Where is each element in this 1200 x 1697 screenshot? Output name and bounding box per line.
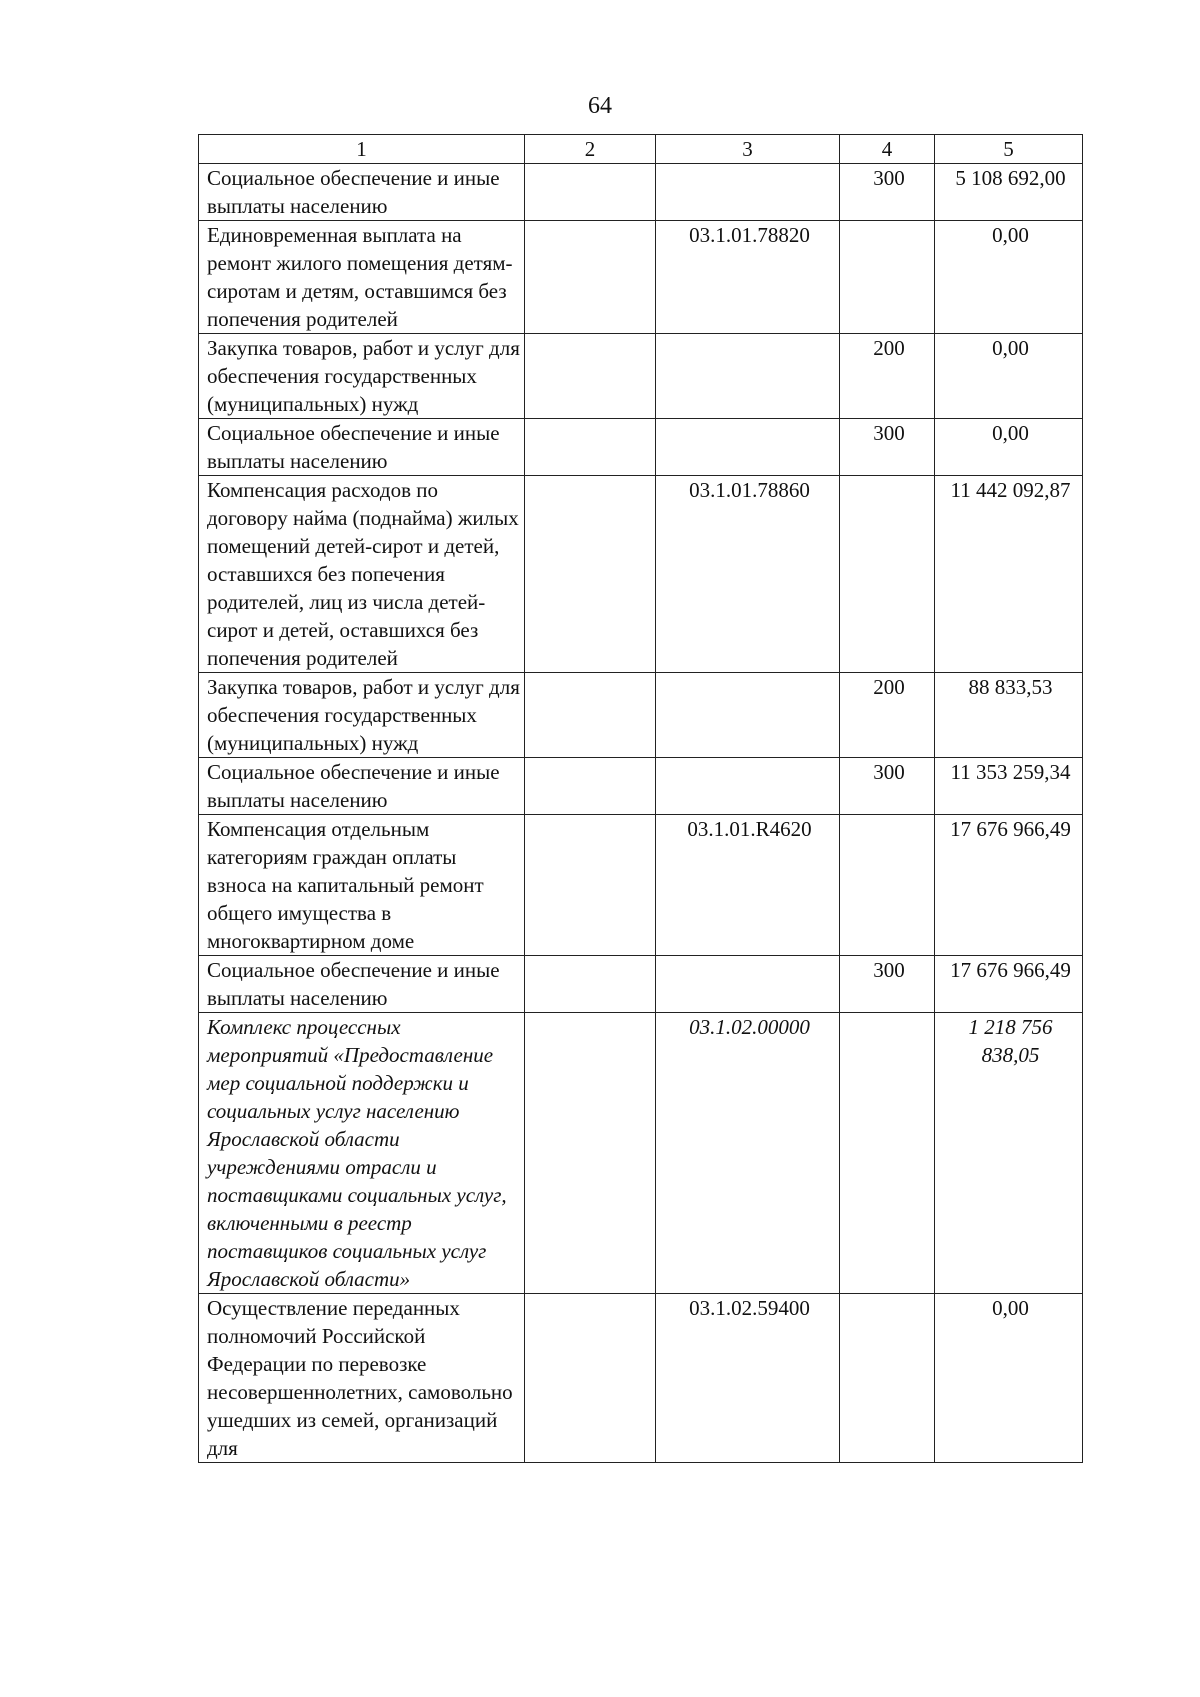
cell-type: 200 <box>840 334 935 419</box>
cell-code <box>656 164 840 221</box>
cell-amount: 88 833,53 <box>935 673 1083 758</box>
cell-amount: 17 676 966,49 <box>935 956 1083 1013</box>
table-row <box>199 334 1083 419</box>
cell-col2 <box>525 815 656 956</box>
cell-amount: 0,00 <box>935 221 1083 334</box>
cell-amount: 0,00 <box>935 419 1083 476</box>
cell-type <box>840 1294 935 1463</box>
cell-col2 <box>525 956 656 1013</box>
cell-type: 300 <box>840 164 935 221</box>
cell-name: Социальное обеспечение и иные выплаты населению <box>199 758 525 815</box>
cell-name: Комплекс процессных мероприятий «Предоставление мер социальной поддержки и социальных услуг населению Ярославской области учреждениями отрасли и поставщиками социальных услуг, включенными в реестр поставщиков социальных услуг Ярославской области» <box>199 1013 525 1294</box>
cell-col2 <box>525 758 656 815</box>
cell-code <box>656 419 840 476</box>
cell-col2 <box>525 164 656 221</box>
cell-code <box>656 956 840 1013</box>
table-row <box>199 221 1083 334</box>
cell-col2 <box>525 419 656 476</box>
cell-type <box>840 1013 935 1294</box>
cell-name: Осуществление переданных полномочий Российской Федерации по перевозке несовершеннолетних, самовольно ушедших из семей, организаций для <box>199 1294 525 1463</box>
cell-code <box>656 673 840 758</box>
header-col-4: 4 <box>840 135 935 164</box>
cell-amount: 11 353 259,34 <box>935 758 1083 815</box>
cell-code: 03.1.02.59400 <box>656 1294 840 1463</box>
cell-type: 300 <box>840 419 935 476</box>
cell-code <box>656 334 840 419</box>
cell-type <box>840 476 935 673</box>
cell-type: 300 <box>840 956 935 1013</box>
table-row <box>199 164 1083 221</box>
table-row <box>199 1013 1083 1294</box>
budget-table <box>198 134 1083 1463</box>
cell-code <box>656 758 840 815</box>
cell-col2 <box>525 334 656 419</box>
cell-code: 03.1.01.78820 <box>656 221 840 334</box>
cell-col2 <box>525 1294 656 1463</box>
cell-type <box>840 815 935 956</box>
table-row <box>199 956 1083 1013</box>
table-body <box>199 164 1083 1463</box>
cell-amount: 17 676 966,49 <box>935 815 1083 956</box>
cell-name: Компенсация расходов по договору найма (поднайма) жилых помещений детей-сирот и детей, оставшихся без попечения родителей, лиц из числа детей-сирот и детей, оставшихся без попечения родителей <box>199 476 525 673</box>
cell-amount: 0,00 <box>935 334 1083 419</box>
cell-name: Социальное обеспечение и иные выплаты населению <box>199 164 525 221</box>
cell-amount: 11 442 092,87 <box>935 476 1083 673</box>
header-col-2: 2 <box>525 135 656 164</box>
cell-name: Закупка товаров, работ и услуг для обеспечения государственных (муниципальных) нужд <box>199 334 525 419</box>
cell-col2 <box>525 1013 656 1294</box>
page-number: 64 <box>588 93 612 119</box>
header-col-3: 3 <box>656 135 840 164</box>
cell-col2 <box>525 673 656 758</box>
cell-amount: 0,00 <box>935 1294 1083 1463</box>
cell-name: Закупка товаров, работ и услуг для обеспечения государственных (муниципальных) нужд <box>199 673 525 758</box>
table-row <box>199 673 1083 758</box>
cell-name: Социальное обеспечение и иные выплаты населению <box>199 419 525 476</box>
cell-name: Компенсация отдельным категориям граждан оплаты взноса на капитальный ремонт общего имущества в многоквартирном доме <box>199 815 525 956</box>
cell-amount: 1 218 756 838,05 <box>935 1013 1083 1294</box>
cell-code: 03.1.01.78860 <box>656 476 840 673</box>
header-col-5: 5 <box>935 135 1083 164</box>
cell-code: 03.1.01.R4620 <box>656 815 840 956</box>
cell-col2 <box>525 221 656 334</box>
cell-amount: 5 108 692,00 <box>935 164 1083 221</box>
cell-code: 03.1.02.00000 <box>656 1013 840 1294</box>
cell-type: 300 <box>840 758 935 815</box>
table-row <box>199 758 1083 815</box>
header-row <box>199 135 1083 164</box>
table-row <box>199 815 1083 956</box>
cell-name: Единовременная выплата на ремонт жилого помещения детям-сиротам и детям, оставшимся без попечения родителей <box>199 221 525 334</box>
cell-name: Социальное обеспечение и иные выплаты населению <box>199 956 525 1013</box>
cell-col2 <box>525 476 656 673</box>
cell-type: 200 <box>840 673 935 758</box>
table-header <box>199 135 1083 164</box>
header-col-1: 1 <box>199 135 525 164</box>
table-row <box>199 476 1083 673</box>
table-row <box>199 1294 1083 1463</box>
cell-type <box>840 221 935 334</box>
table-row <box>199 419 1083 476</box>
